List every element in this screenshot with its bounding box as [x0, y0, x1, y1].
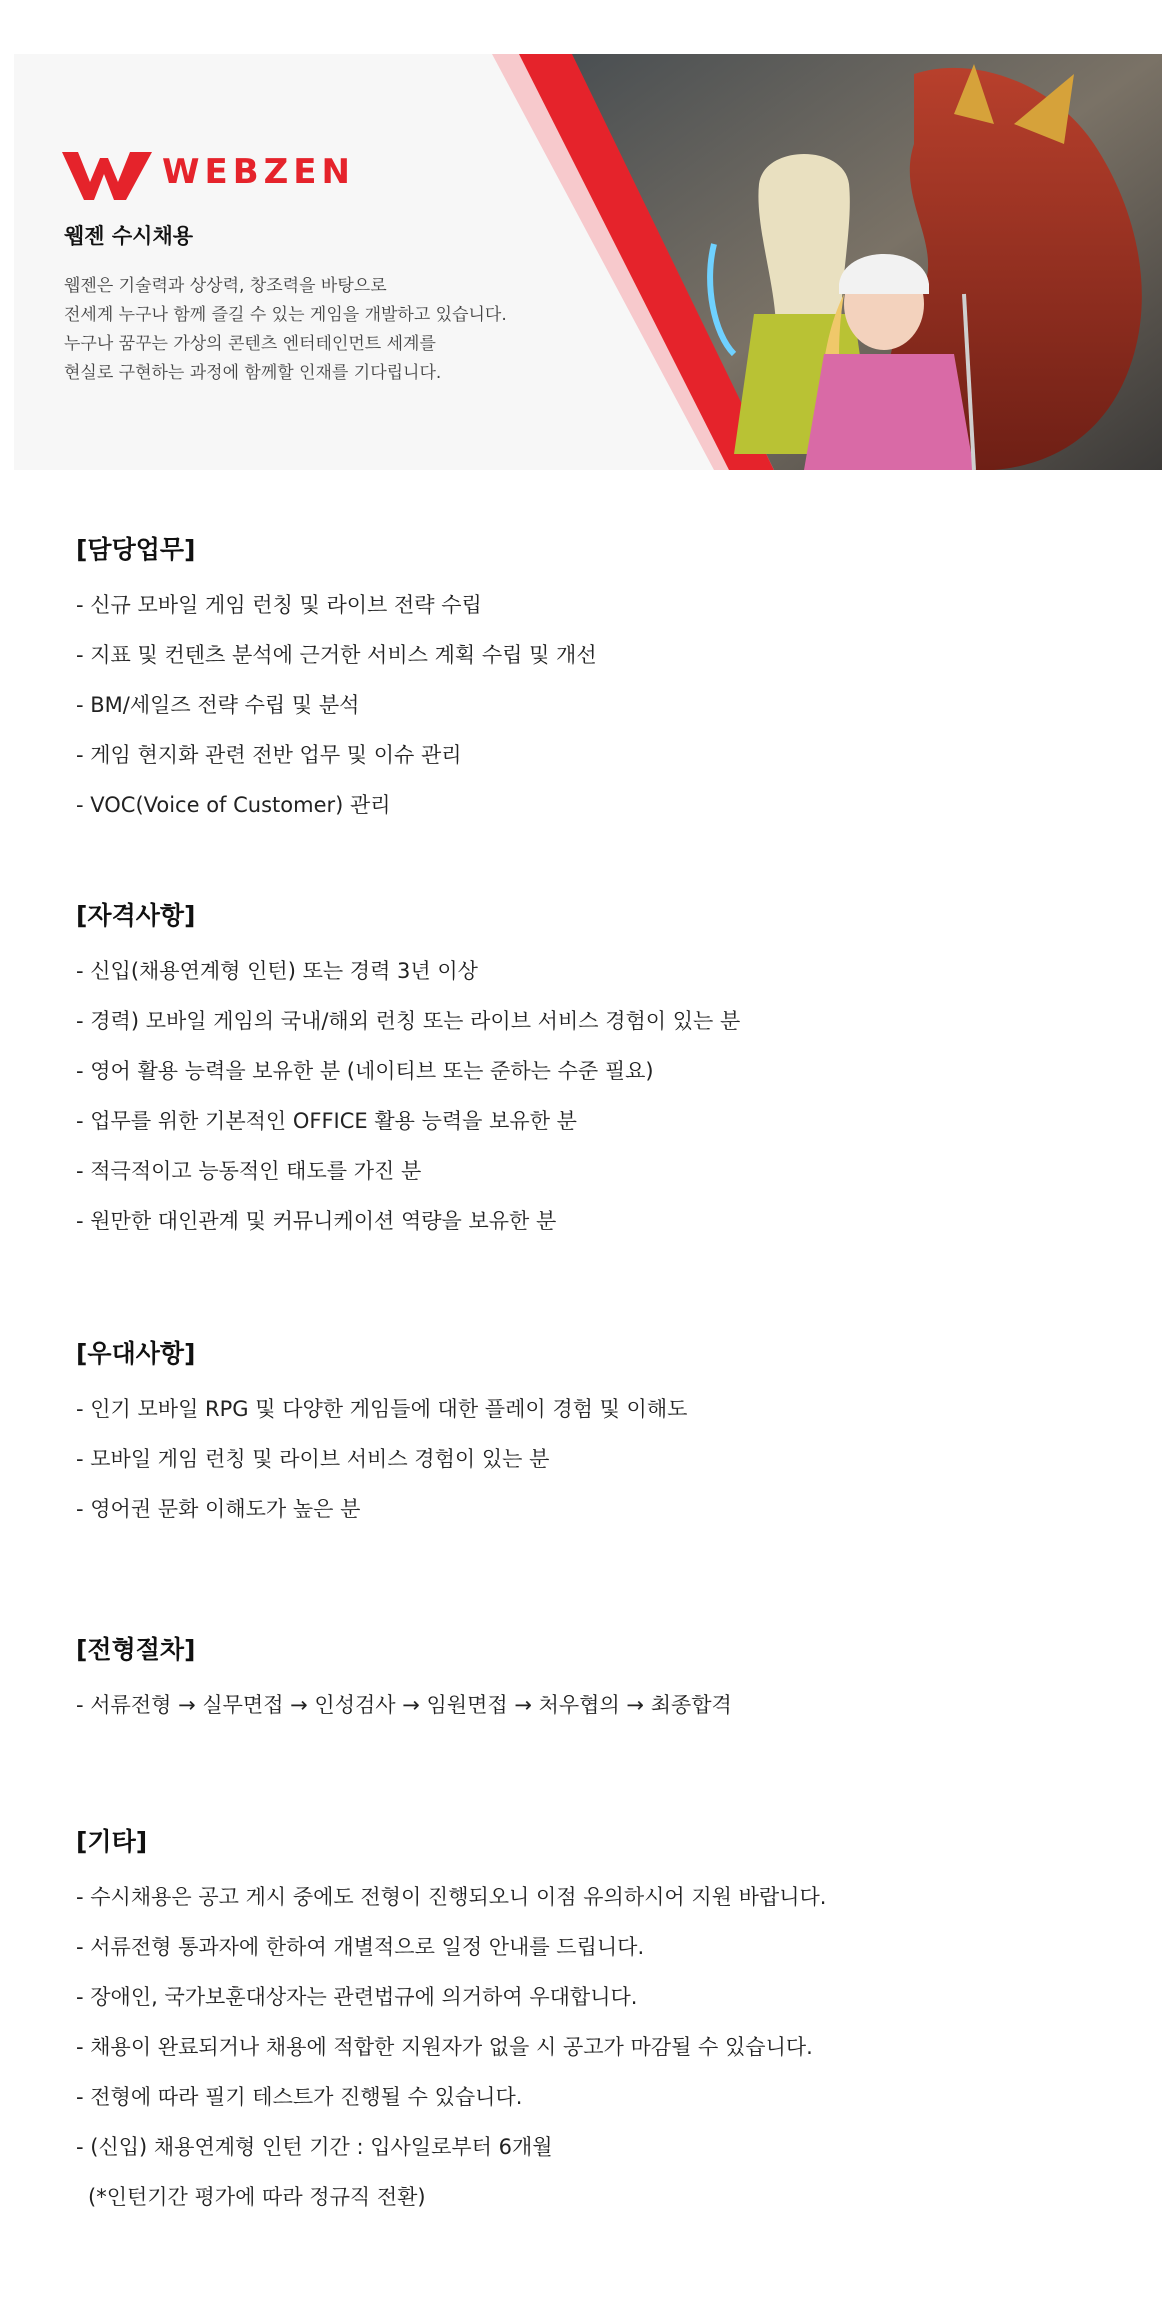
list-item: - 서류전형 → 실무면접 → 인성검사 → 임원면접 → 처우협의 → 최종합격	[76, 1693, 732, 1717]
banner-description	[64, 272, 507, 388]
webzen-logo	[62, 144, 355, 200]
description-line: 현실로 구현하는 과정에 함께할 인재를 기다립니다.	[64, 363, 442, 383]
list-item: - (신입) 채용연계형 인턴 기간 : 입사일로부터 6개월	[76, 2135, 553, 2159]
list-item: - 신규 모바일 게임 런칭 및 라이브 전략 수립	[76, 593, 482, 617]
section-heading: [우대사항]	[76, 1339, 196, 1368]
section-qualifications	[76, 896, 1136, 1246]
list-item: - 영어 활용 능력을 보유한 분 (네이티브 또는 준하는 수준 필요)	[76, 1059, 654, 1083]
list-item: - 인기 모바일 RPG 및 다양한 게임들에 대한 플레이 경험 및 이해도	[76, 1397, 688, 1421]
list-item: - 장애인, 국가보훈대상자는 관련법규에 의거하여 우대합니다.	[76, 1985, 638, 2009]
description-line: 웹젠은 기술력과 상상력, 창조력을 바탕으로	[64, 276, 387, 296]
list-item: - 신입(채용연계형 인턴) 또는 경력 3년 이상	[76, 959, 478, 983]
list-item: - 업무를 위한 기본적인 OFFICE 활용 능력을 보유한 분	[76, 1109, 577, 1133]
webzen-w-logo-icon	[62, 144, 152, 200]
duty-list	[76, 580, 1136, 830]
list-item: - 지표 및 컨텐츠 분석에 근거한 서비스 계획 수립 및 개선	[76, 643, 597, 667]
recruit-banner	[14, 54, 1162, 470]
list-item: - 게임 현지화 관련 전반 업무 및 이슈 관리	[76, 743, 462, 767]
section-process	[76, 1630, 1136, 1730]
list-item: - 수시채용은 공고 게시 중에도 전형이 진행되오니 이점 유의하시어 지원 바랍니다.	[76, 1885, 827, 1909]
etc-list	[76, 1872, 1136, 2222]
banner-game-artwork	[14, 54, 1162, 470]
list-item: - 경력) 모바일 게임의 국내/해외 런칭 또는 라이브 서비스 경험이 있는 분	[76, 1009, 741, 1033]
section-etc	[76, 1822, 1136, 2222]
banner-title: 웹젠 수시채용	[64, 224, 194, 248]
section-heading: [전형절차]	[76, 1635, 196, 1664]
list-item: - 전형에 따라 필기 테스트가 진행될 수 있습니다.	[76, 2085, 523, 2109]
list-item: - 영어권 문화 이해도가 높은 분	[76, 1497, 361, 1521]
section-heading: [자격사항]	[76, 901, 196, 930]
section-duties	[76, 530, 1136, 830]
list-item: - 적극적이고 능동적인 태도를 가진 분	[76, 1159, 422, 1183]
list-note: (*인턴기간 평가에 따라 정규직 전환)	[88, 2185, 426, 2209]
description-line: 전세계 누구나 함께 즐길 수 있는 게임을 개발하고 있습니다.	[64, 305, 507, 325]
list-item: - BM/세일즈 전략 수립 및 분석	[76, 693, 360, 717]
description-line: 누구나 꿈꾸는 가상의 콘텐츠 엔터테인먼트 세계를	[64, 334, 436, 354]
brand-name: WEBZEN	[162, 152, 355, 192]
list-item: - 채용이 완료되거나 채용에 적합한 지원자가 없을 시 공고가 마감될 수 있습니다.	[76, 2035, 813, 2059]
section-heading: [담당업무]	[76, 535, 196, 564]
qualification-list	[76, 946, 1136, 1246]
list-item: - VOC(Voice of Customer) 관리	[76, 793, 391, 817]
list-item: - 모바일 게임 런칭 및 라이브 서비스 경험이 있는 분	[76, 1447, 550, 1471]
preference-list	[76, 1384, 1136, 1534]
list-item: - 원만한 대인관계 및 커뮤니케이션 역량을 보유한 분	[76, 1209, 557, 1233]
section-heading: [기타]	[76, 1827, 148, 1856]
process-list	[76, 1680, 1136, 1730]
list-item: - 서류전형 통과자에 한하여 개별적으로 일정 안내를 드립니다.	[76, 1935, 645, 1959]
section-preferences	[76, 1334, 1136, 1534]
